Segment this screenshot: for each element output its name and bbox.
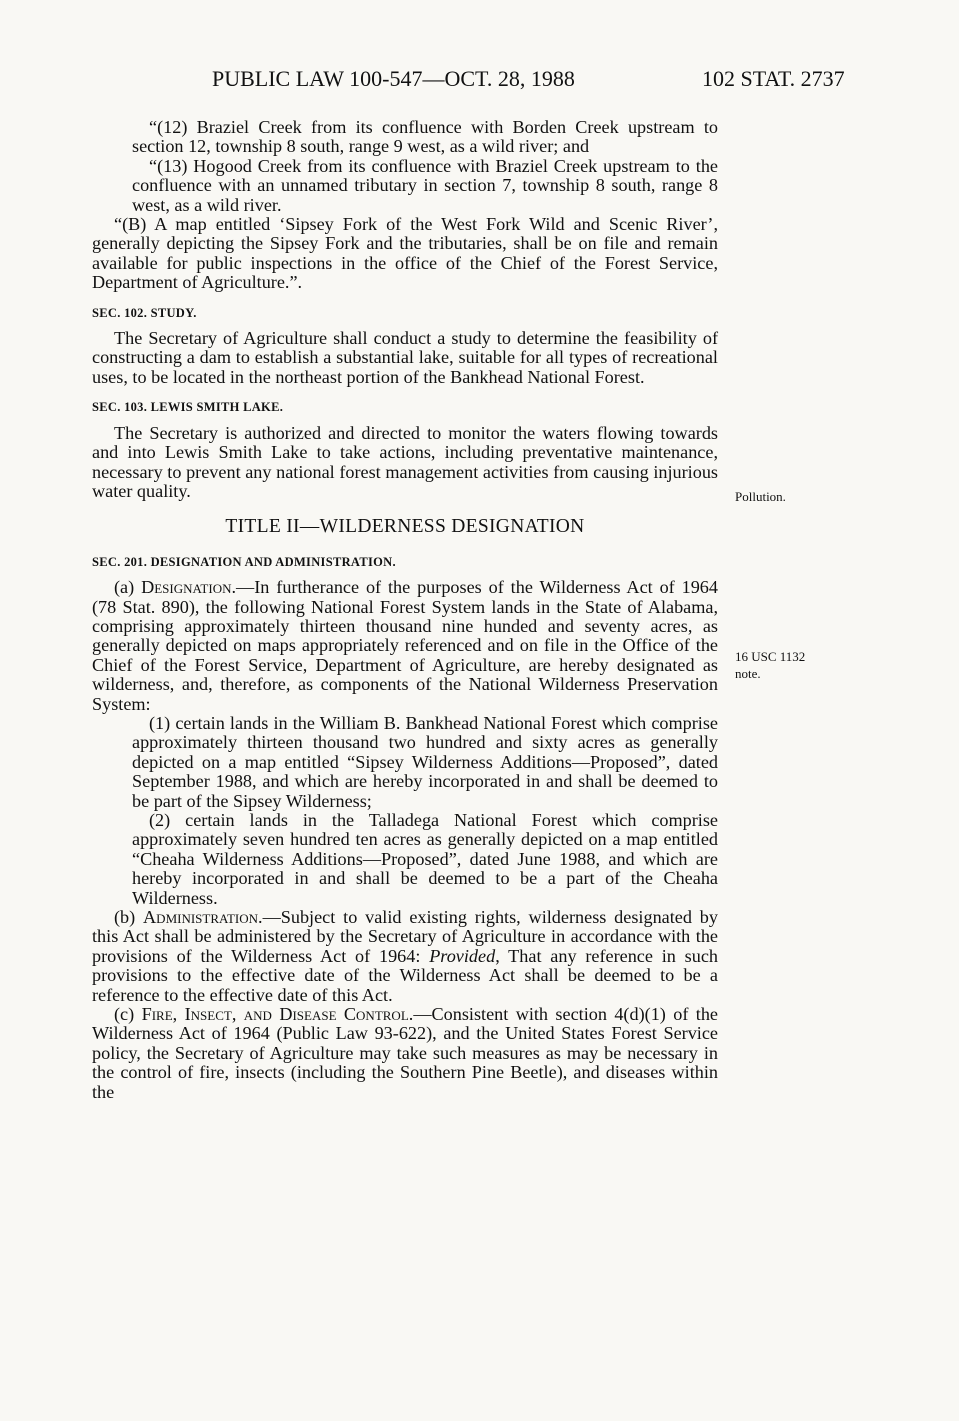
subsection-c-prefix: (c)	[114, 1004, 142, 1025]
subsection-c-heading: Fire, Insect, and Disease Control	[141, 1004, 409, 1025]
subsection-a-prefix: (a)	[114, 577, 142, 598]
subsection-b-text-1: .—Subject to valid existing rights, wilderness designated by this Act shall be administered by the Secretary of Agriculture in accordance with the provisions of the Wilderness Act of 1964:	[92, 907, 718, 966]
subsection-b-prefix: (b)	[114, 907, 144, 928]
section-heading-102: SEC. 102. STUDY.	[92, 305, 197, 320]
margin-note-pollution: Pollution.	[735, 489, 786, 504]
paragraph-a2: (2) certain lands in the Talladega National Forest which comprise approximately seven hundred ten acres as generally depicted on a map entitled “Cheaha Wilderness Additions—Proposed”, dated June 1988, and which are hereby incorporated in and shall be deemed to be a part of the Cheaha Wilderness.	[132, 810, 718, 908]
subsection-b-italic: Provided	[429, 945, 496, 966]
margin-note-usc-line2: note.	[735, 666, 761, 681]
paragraph-a1: (1) certain lands in the William B. Bankhead National Forest which comprise approximately thirteen thousand two hundred and sixty acres as generally depicted on a map entitled “Sipsey Wilderness Additions—Proposed”, dated September 1988, and which are hereby incorporated in and shall be deemed to be part of the Sipsey Wilderness;	[132, 712, 718, 811]
clause-b-map: “(B) A map entitled ‘Sipsey Fork of the West Fork Wild and Scenic River’, generally depicting the Sipsey Fork and the tributaries, shall be on file and remain available for public inspections in the office of the Chief of the Forest Service, Department of Agriculture.”.	[92, 214, 718, 293]
subsection-a	[92, 578, 718, 714]
margin-note-usc-line1: 16 USC 1132	[735, 649, 806, 664]
subsection-b-heading: Administration	[143, 907, 259, 928]
section-heading-201: SEC. 201. DESIGNATION AND ADMINISTRATION.	[92, 554, 396, 569]
page-stat-number: 102 STAT. 2737	[702, 66, 845, 91]
section-heading-103: SEC. 103. LEWIS SMITH LAKE.	[92, 400, 284, 415]
clause-12: “(12) Braziel Creek from its confluence with Borden Creek upstream to section 12, township 8 south, range 9 west, as a wild river; and	[132, 117, 718, 157]
subsection-b-text-2: , That any reference in such provisions to the effective date of the Wilderness Act shall be deemed to be a reference to the effective date of this Act.	[92, 945, 718, 1005]
running-header-title: PUBLIC LAW 100-547—OCT. 28, 1988	[212, 66, 575, 91]
margin-note-usc	[735, 648, 805, 682]
title-heading: TITLE II—WILDERNESS DESIGNATION	[225, 516, 585, 538]
section-103-text: The Secretary is authorized and directed to monitor the waters flowing towards and into Lewis Smith Lake to take actions, including preventative maintenance, necessary to prevent any national forest management activities from causing injurious water quality.	[92, 422, 718, 501]
subsection-a-text: .—In furtherance of the purposes of the Wilderness Act of 1964 (78 Stat. 890), the following National Forest System lands in the State of Alabama, comprising approximately thirteen thousand nine hunded and seventy acres, as generally depicted on maps appropriately referenced and on file in the Office of the Chief of the Forest Service, Department of Agriculture, are hereby designated as wilderness, and, therefore, as components of the National Wilderness Preservation System:	[92, 577, 718, 714]
clause-13: “(13) Hogood Creek from its confluence with Braziel Creek upstream to the confluence with an unnamed tributary in section 7, township 8 south, range 8 west, as a wild river.	[132, 155, 718, 215]
subsection-a-heading: Designation	[141, 577, 232, 598]
subsection-b	[92, 908, 718, 1005]
subsection-c-text: .—Consistent with section 4(d)(1) of the Wilderness Act of 1964 (Public Law 93-622), and the United States Forest Service policy, the Secretary of Agriculture may take such measures as may be necessary in the control of fire, insects (including the Southern Pine Beetle), and diseases within the	[92, 1004, 719, 1102]
section-102-text: The Secretary of Agriculture shall conduct a study to determine the feasibility of constructing a dam to establish a substantial lake, suitable for all types of recreational uses, to be located in the northeast portion of the Bankhead National Forest.	[92, 328, 718, 387]
document-body	[92, 118, 718, 1102]
subsection-c	[92, 1005, 718, 1102]
